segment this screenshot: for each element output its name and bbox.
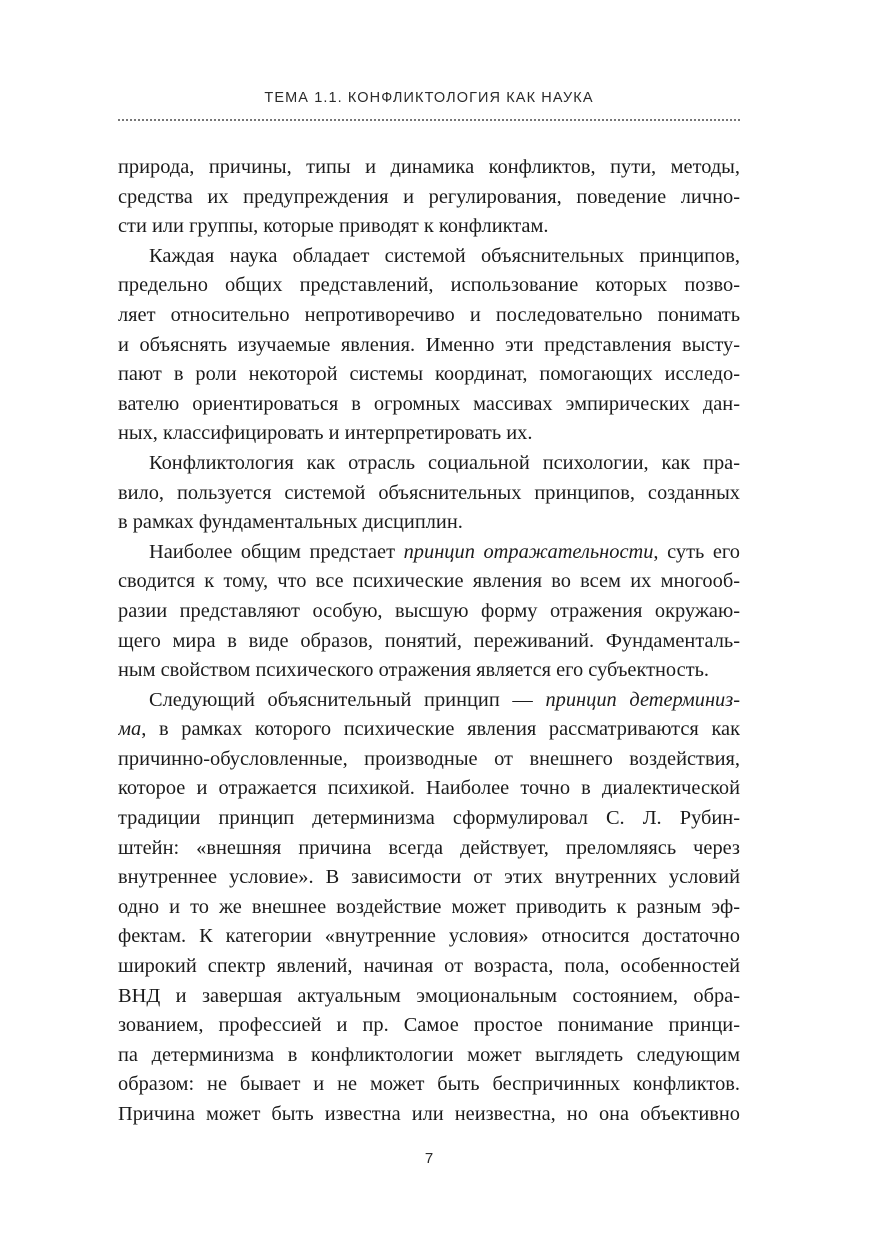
text-line: па детерминизма в конфликтологии может выглядеть следующим: [118, 1043, 740, 1066]
text-line: причинно-обусловленные, производные от внешнего воздействия,: [118, 747, 740, 770]
text-line: которое и отражается психикой. Наиболее точно в диалектической: [118, 777, 740, 800]
text-line: зованием, профессией и пр. Самое простое понимание принци-: [118, 1014, 740, 1037]
text-line: сти или группы, которые приводят к конфликтам.: [118, 215, 549, 238]
text-line: природа, причины, типы и динамика конфликтов, пути, методы,: [118, 156, 740, 178]
text-line: и объяснять изучаемые явления. Именно эти представления высту-: [118, 333, 740, 356]
running-header-title: ТЕМА 1.1. КОНФЛИКТОЛОГИЯ КАК НАУКА: [264, 90, 594, 106]
text-line: [118, 538, 740, 568]
text-run: , суть его: [653, 540, 740, 563]
text-line: ным свойством психического отражения является его субъектность.: [118, 659, 709, 682]
header-dotted-rule: [118, 119, 740, 121]
text-line: пают в роли некоторой системы координат, помогающих исследо-: [118, 363, 740, 386]
text-line: разии представляют особую, высшую форму отражения окружаю-: [118, 599, 740, 622]
text-line: ляет относительно непротиворечиво и последовательно понимать: [118, 303, 740, 326]
text-line: ных, классифицировать и интерпретировать их.: [118, 422, 533, 445]
text-line: [118, 715, 740, 745]
italic-term: принцип отражательности: [403, 540, 654, 563]
paragraph-5: [118, 686, 740, 1130]
text-line: образом: не бывает и не может быть беспричинных конфликтов.: [118, 1073, 740, 1096]
text-line: традиции принцип детерминизма сформулировал С. Л. Рубин-: [118, 807, 740, 830]
text-line: ВНД и завершая актуальным эмоциональным состоянием, обра-: [118, 984, 740, 1007]
text-run: , в рамках которого психические явления рассматриваются как: [141, 718, 740, 741]
text-line: вило, пользуется системой объяснительных принципов, созданных: [118, 481, 740, 504]
text-line: щего мира в виде образов, понятий, переживаний. Фундаменталь-: [118, 629, 740, 652]
text-line: внутреннее условие». В зависимости от этих внутренних условий: [118, 866, 740, 889]
text-line: Каждая наука обладает системой объяснительных принципов,: [149, 244, 740, 267]
paragraph-1: [118, 153, 740, 242]
text-line: [118, 686, 740, 716]
text-line: средства их предупреждения и регулирования, поведение лично-: [118, 185, 740, 208]
text-line: одно и то же внешнее воздействие может приводить к разным эф-: [118, 895, 740, 918]
text-line: Конфликтология как отрасль социальной психологии, как пра-: [149, 451, 740, 474]
text-line: вателю ориентироваться в огромных массивах эмпирических дан-: [118, 392, 740, 415]
text-line: сводится к тому, что все психические явления во всем их многооб-: [118, 570, 740, 593]
text-line: штейн: «внешняя причина всегда действует, преломляясь через: [118, 836, 740, 859]
italic-term: ма: [118, 718, 142, 741]
paragraph-4: [118, 538, 740, 686]
body-text: [118, 153, 740, 1130]
text-line: широкий спектр явлений, начиная от возраста, пола, особенностей: [118, 955, 740, 978]
text-line: в рамках фундаментальных дисциплин.: [118, 511, 463, 534]
text-run: Наиболее общим предстает: [149, 540, 404, 563]
paragraph-3: [118, 449, 740, 538]
text-line: фектам. К категории «внутренние условия» относится достаточно: [118, 925, 740, 948]
page-number: 7: [424, 1150, 434, 1167]
text-line: Причина может быть известна или неизвестна, но она объективно: [118, 1103, 740, 1125]
paragraph-2: [118, 242, 740, 449]
italic-term: принцип детерминиз-: [545, 688, 740, 711]
text-run: Следующий объяснительный принцип —: [149, 688, 546, 711]
text-line: предельно общих представлений, использование которых позво-: [118, 274, 740, 297]
